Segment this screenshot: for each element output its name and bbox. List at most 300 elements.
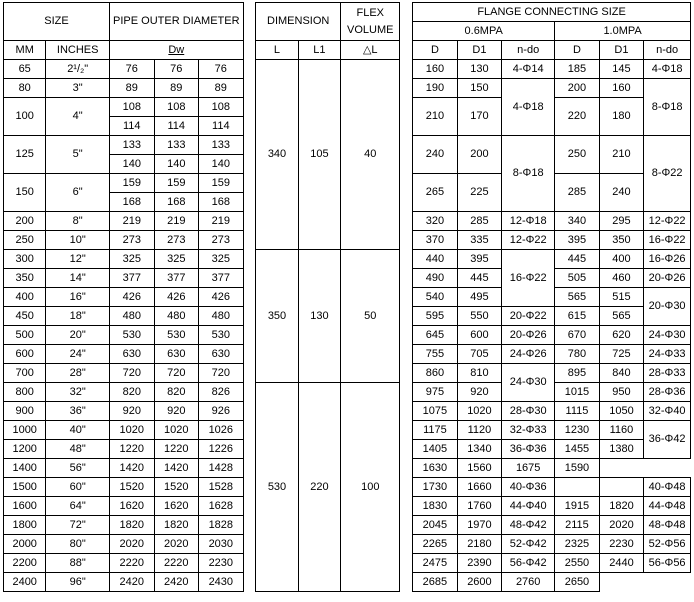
column-gap — [400, 136, 413, 155]
flange-d-0-6mpa-cell: 1405 — [413, 440, 458, 459]
flange-d-0-6mpa-cell: 440 — [413, 250, 458, 269]
column-gap — [400, 193, 413, 212]
outer-diameter-cell: 76 — [199, 60, 244, 79]
outer-diameter-cell: 480 — [199, 307, 244, 326]
flange-ndo-1-0mpa-cell: 8-Φ22 — [644, 136, 691, 212]
column-gap — [243, 79, 256, 98]
column-gap — [243, 421, 256, 440]
flange-d1-0-6mpa-cell: 1020 — [457, 402, 502, 421]
flange-d-0-6mpa-cell: 160 — [413, 60, 458, 79]
flange-d1-0-6mpa-cell: 395 — [457, 250, 502, 269]
flange-d-1-0mpa-cell: 505 — [555, 269, 600, 288]
outer-diameter-cell: 720 — [110, 364, 155, 383]
outer-diameter-cell: 377 — [110, 269, 155, 288]
flange-ndo-0-6mpa-cell: 32-Φ33 — [502, 421, 555, 440]
d1-header-0-6mpa: D1 — [457, 41, 502, 60]
outer-diameter-cell: 1520 — [110, 478, 155, 497]
column-gap — [243, 250, 256, 269]
flange-ndo-0-6mpa-cell: 28-Φ30 — [502, 402, 555, 421]
flange-d1-0-6mpa-cell: 150 — [457, 79, 502, 98]
table-row — [4, 60, 691, 79]
column-gap — [243, 3, 256, 22]
outer-diameter-cell: 630 — [154, 345, 199, 364]
flange-ndo-0-6mpa-cell: 8-Φ18 — [502, 136, 555, 212]
outer-diameter-cell: 820 — [110, 383, 155, 402]
flange-d1-1-0mpa-cell: 2650 — [555, 573, 600, 592]
flange-d1-0-6mpa-cell: 2600 — [457, 573, 502, 592]
column-gap — [400, 402, 413, 421]
flange-d-1-0mpa-cell: 2115 — [555, 516, 600, 535]
flex-volume-cell: 50 — [341, 250, 400, 383]
outer-diameter-cell: 377 — [154, 269, 199, 288]
column-gap — [243, 554, 256, 573]
flange-ndo-1-0mpa-cell: 28-Φ33 — [644, 364, 691, 383]
flange-ndo-1-0mpa-cell: 12-Φ22 — [644, 212, 691, 231]
dimension-l-cell: 530 — [256, 383, 298, 592]
size-inch-cell: 5" — [46, 136, 110, 174]
outer-diameter-cell: 426 — [154, 288, 199, 307]
flange-d-0-6mpa-cell: 370 — [413, 231, 458, 250]
flange-d1-0-6mpa-cell: 705 — [457, 345, 502, 364]
column-gap — [400, 383, 413, 402]
flange-ndo-1-0mpa-cell: 48-Φ48 — [644, 516, 691, 535]
size-mm-cell: 250 — [4, 231, 46, 250]
table-row — [4, 250, 691, 269]
outer-diameter-cell: 114 — [110, 117, 155, 136]
size-mm-cell: 450 — [4, 307, 46, 326]
outer-diameter-cell: 720 — [154, 364, 199, 383]
flange-ndo-0-6mpa-cell: 44-Φ40 — [502, 497, 555, 516]
flange-d-1-0mpa-cell: 250 — [555, 136, 600, 174]
flange-ndo-1-0mpa-cell: 52-Φ56 — [644, 535, 691, 554]
column-gap — [400, 554, 413, 573]
flange-d-0-6mpa-cell: 1730 — [413, 478, 458, 497]
size-inch-cell: 28" — [46, 364, 110, 383]
flange-d-0-6mpa-cell: 490 — [413, 269, 458, 288]
dimension-header: DIMENSION — [256, 3, 341, 41]
flange-d-1-0mpa-cell: 615 — [555, 307, 600, 326]
size-mm-cell: 1500 — [4, 478, 46, 497]
flange-ndo-0-6mpa-cell: 4-Φ18 — [502, 79, 555, 136]
flange-ndo-1-0mpa-cell: 20-Φ30 — [644, 288, 691, 326]
flange-d-1-0mpa-cell: 185 — [555, 60, 600, 79]
outer-diameter-cell: 1620 — [154, 497, 199, 516]
outer-diameter-cell: 76 — [110, 60, 155, 79]
size-inch-cell: 88" — [46, 554, 110, 573]
flange-ndo-0-6mpa-cell: 24-Φ26 — [502, 345, 555, 364]
flange-d1-0-6mpa-cell: 1120 — [457, 421, 502, 440]
flange-d1-1-0mpa-cell: 350 — [599, 231, 644, 250]
size-inch-cell: 10" — [46, 231, 110, 250]
size-inch-cell: 40" — [46, 421, 110, 440]
column-gap — [400, 459, 413, 478]
outer-diameter-cell: 89 — [110, 79, 155, 98]
outer-diameter-cell: 89 — [199, 79, 244, 98]
flange-d1-1-0mpa-cell: 725 — [599, 345, 644, 364]
flange-d1-1-0mpa-cell: 295 — [599, 212, 644, 231]
flange-d1-0-6mpa-cell: 1760 — [457, 497, 502, 516]
size-inch-cell: 4" — [46, 98, 110, 136]
flange-ndo-1-0mpa-cell: 44-Φ48 — [644, 497, 691, 516]
pressure-0-6mpa-header: 0.6MPA — [413, 22, 555, 41]
column-gap — [243, 155, 256, 174]
outer-diameter-cell: 273 — [154, 231, 199, 250]
flange-d-0-6mpa-cell: 595 — [413, 307, 458, 326]
outer-diameter-cell: 89 — [154, 79, 199, 98]
outer-diameter-cell: 168 — [110, 193, 155, 212]
size-inch-cell: 60" — [46, 478, 110, 497]
flange-d-1-0mpa-cell: 1915 — [555, 497, 600, 516]
flange-ndo-0-6mpa-cell: 16-Φ22 — [502, 250, 555, 307]
mm-header: MM — [4, 41, 46, 60]
size-mm-cell: 2400 — [4, 573, 46, 592]
size-inch-cell: 64" — [46, 497, 110, 516]
flange-ndo-1-0mpa-cell: 20-Φ26 — [644, 269, 691, 288]
size-mm-cell: 2000 — [4, 535, 46, 554]
flange-d-0-6mpa-cell: 2045 — [413, 516, 458, 535]
pressure-1-0mpa-header: 1.0MPA — [555, 22, 691, 41]
flange-ndo-0-6mpa-cell: 40-Φ36 — [502, 478, 555, 497]
column-gap — [400, 212, 413, 231]
column-gap — [243, 193, 256, 212]
column-gap — [243, 535, 256, 554]
flange-d1-0-6mpa-cell: 495 — [457, 288, 502, 307]
flange-d-1-0mpa-cell: 1115 — [555, 402, 600, 421]
column-gap — [243, 98, 256, 117]
outer-diameter-cell: 273 — [110, 231, 155, 250]
size-mm-cell: 2200 — [4, 554, 46, 573]
d-header-0-6mpa: D — [413, 41, 458, 60]
outer-diameter-cell: 630 — [199, 345, 244, 364]
outer-diameter-cell: 530 — [199, 326, 244, 345]
outer-diameter-cell: 1528 — [199, 478, 244, 497]
size-mm-cell: 350 — [4, 269, 46, 288]
flange-d-0-6mpa-cell: 755 — [413, 345, 458, 364]
flange-ndo-1-0mpa-cell: 56-Φ56 — [644, 554, 691, 573]
column-gap — [400, 307, 413, 326]
outer-diameter-cell: 1420 — [110, 459, 155, 478]
flange-d1-1-0mpa-cell: 2440 — [599, 554, 644, 573]
flange-d-0-6mpa-cell: 320 — [413, 212, 458, 231]
outer-diameter-cell: 1020 — [154, 421, 199, 440]
size-mm-cell: 300 — [4, 250, 46, 269]
d1-header-1-0mpa: D1 — [599, 41, 644, 60]
outer-diameter-cell: 377 — [199, 269, 244, 288]
outer-diameter-cell: 1020 — [110, 421, 155, 440]
size-inch-cell: 14" — [46, 269, 110, 288]
flange-d-0-6mpa-cell: 190 — [413, 79, 458, 98]
size-inch-cell: 80" — [46, 535, 110, 554]
flange-d1-1-0mpa-cell: 515 — [599, 288, 644, 307]
flange-d-1-0mpa-cell — [555, 478, 600, 497]
flange-ndo-1-0mpa-cell: 36-Φ42 — [644, 421, 691, 459]
outer-diameter-cell: 426 — [199, 288, 244, 307]
flange-d1-1-0mpa-cell: 1590 — [555, 459, 600, 478]
flange-d1-0-6mpa-cell: 920 — [457, 383, 502, 402]
outer-diameter-cell: 1220 — [154, 440, 199, 459]
size-inch-cell: 96" — [46, 573, 110, 592]
flange-d-1-0mpa-cell: 895 — [555, 364, 600, 383]
flange-d1-0-6mpa-cell: 335 — [457, 231, 502, 250]
flange-d-0-6mpa-cell: 860 — [413, 364, 458, 383]
flange-d1-0-6mpa-cell: 130 — [457, 60, 502, 79]
flange-d-0-6mpa-cell: 1630 — [413, 459, 458, 478]
flange-ndo-0-6mpa-cell: 36-Φ36 — [502, 440, 555, 459]
column-gap — [400, 117, 413, 136]
outer-diameter-cell: 219 — [110, 212, 155, 231]
size-header: SIZE — [4, 3, 110, 41]
flange-d1-0-6mpa-cell: 2180 — [457, 535, 502, 554]
column-gap — [243, 117, 256, 136]
pipe-outer-diameter-header: PIPE OUTER DIAMETER — [110, 3, 244, 41]
flex-volume-header: FLEX VOLUME — [341, 3, 400, 41]
flange-d1-0-6mpa-cell: 170 — [457, 98, 502, 136]
flange-d1-1-0mpa-cell: 950 — [599, 383, 644, 402]
size-mm-cell: 600 — [4, 345, 46, 364]
outer-diameter-cell: 219 — [154, 212, 199, 231]
column-gap — [400, 98, 413, 117]
flange-ndo-1-0mpa-cell: 16-Φ26 — [644, 250, 691, 269]
outer-diameter-cell: 108 — [110, 98, 155, 117]
size-mm-cell: 125 — [4, 136, 46, 174]
column-gap — [243, 497, 256, 516]
column-gap — [243, 212, 256, 231]
ndo-header-1-0mpa: n-do — [644, 41, 691, 60]
size-mm-cell: 1800 — [4, 516, 46, 535]
outer-diameter-cell: 108 — [154, 98, 199, 117]
flange-d-0-6mpa-cell: 210 — [413, 98, 458, 136]
outer-diameter-cell: 1220 — [110, 440, 155, 459]
flange-d-1-0mpa-cell: 1675 — [502, 459, 555, 478]
size-inch-cell: 3" — [46, 79, 110, 98]
outer-diameter-cell: 826 — [199, 383, 244, 402]
outer-diameter-cell: 159 — [154, 174, 199, 193]
outer-diameter-cell: 1226 — [199, 440, 244, 459]
outer-diameter-cell: 108 — [199, 98, 244, 117]
column-gap — [243, 60, 256, 79]
outer-diameter-cell: 1520 — [154, 478, 199, 497]
size-inch-cell: 72" — [46, 516, 110, 535]
column-gap — [243, 478, 256, 497]
size-mm-cell: 500 — [4, 326, 46, 345]
outer-diameter-cell: 1628 — [199, 497, 244, 516]
l1-header: L1 — [298, 41, 340, 60]
column-gap — [243, 174, 256, 193]
size-inch-cell: 2¹/₂" — [46, 60, 110, 79]
flange-ndo-1-0mpa-cell: 40-Φ48 — [644, 478, 691, 497]
outer-diameter-cell: 168 — [199, 193, 244, 212]
flange-d1-0-6mpa-cell: 1560 — [457, 459, 502, 478]
size-mm-cell: 80 — [4, 79, 46, 98]
column-gap — [243, 231, 256, 250]
outer-diameter-cell: 920 — [110, 402, 155, 421]
flange-d1-0-6mpa-cell: 285 — [457, 212, 502, 231]
column-gap — [243, 440, 256, 459]
flange-d-0-6mpa-cell: 975 — [413, 383, 458, 402]
outer-diameter-cell: 140 — [110, 155, 155, 174]
column-gap — [400, 269, 413, 288]
outer-diameter-cell: 273 — [199, 231, 244, 250]
outer-diameter-cell: 920 — [154, 402, 199, 421]
flange-ndo-1-0mpa-cell: 24-Φ30 — [644, 326, 691, 345]
flange-d1-1-0mpa-cell: 1820 — [599, 497, 644, 516]
flange-d1-0-6mpa-cell: 550 — [457, 307, 502, 326]
flange-d1-1-0mpa-cell: 210 — [599, 136, 644, 174]
size-inch-cell: 16" — [46, 288, 110, 307]
size-mm-cell: 800 — [4, 383, 46, 402]
outer-diameter-cell: 1620 — [110, 497, 155, 516]
outer-diameter-cell: 76 — [154, 60, 199, 79]
column-gap — [400, 250, 413, 269]
column-gap — [400, 421, 413, 440]
outer-diameter-cell: 1026 — [199, 421, 244, 440]
flange-d-1-0mpa-cell: 2760 — [502, 573, 555, 592]
column-gap — [243, 573, 256, 592]
column-gap — [400, 497, 413, 516]
size-inch-cell: 48" — [46, 440, 110, 459]
flange-d1-1-0mpa-cell: 840 — [599, 364, 644, 383]
flange-d1-1-0mpa-cell: 1160 — [599, 421, 644, 440]
flange-ndo-1-0mpa-cell: 24-Φ33 — [644, 345, 691, 364]
flange-ndo-1-0mpa-cell: 32-Φ40 — [644, 402, 691, 421]
outer-diameter-cell: 1828 — [199, 516, 244, 535]
outer-diameter-cell: 325 — [110, 250, 155, 269]
flange-ndo-1-0mpa-cell: 16-Φ22 — [644, 231, 691, 250]
size-mm-cell: 1400 — [4, 459, 46, 478]
flange-d1-0-6mpa-cell: 200 — [457, 136, 502, 174]
flange-d-1-0mpa-cell: 1015 — [555, 383, 600, 402]
column-gap — [243, 288, 256, 307]
flange-ndo-0-6mpa-cell: 56-Φ42 — [502, 554, 555, 573]
outer-diameter-cell: 133 — [199, 136, 244, 155]
outer-diameter-cell: 140 — [154, 155, 199, 174]
dimension-l-cell: 350 — [256, 250, 298, 383]
outer-diameter-cell: 159 — [199, 174, 244, 193]
column-gap — [400, 535, 413, 554]
flange-d-0-6mpa-cell: 1175 — [413, 421, 458, 440]
outer-diameter-cell: 2030 — [199, 535, 244, 554]
flange-d-1-0mpa-cell: 1230 — [555, 421, 600, 440]
column-gap — [400, 516, 413, 535]
flange-ndo-0-6mpa-cell: 48-Φ42 — [502, 516, 555, 535]
outer-diameter-cell: 480 — [154, 307, 199, 326]
column-gap — [400, 155, 413, 174]
size-inch-cell: 24" — [46, 345, 110, 364]
flange-d1-1-0mpa-cell: 145 — [599, 60, 644, 79]
dimension-l1-cell: 130 — [298, 250, 340, 383]
flange-ndo-0-6mpa-cell: 52-Φ42 — [502, 535, 555, 554]
outer-diameter-cell: 480 — [110, 307, 155, 326]
outer-diameter-cell: 1820 — [154, 516, 199, 535]
outer-diameter-cell: 2230 — [199, 554, 244, 573]
delta-l-header: △L — [341, 41, 400, 60]
flange-d-0-6mpa-cell: 2685 — [413, 573, 458, 592]
outer-diameter-cell: 2220 — [110, 554, 155, 573]
size-mm-cell: 400 — [4, 288, 46, 307]
outer-diameter-cell: 2420 — [110, 573, 155, 592]
size-mm-cell: 700 — [4, 364, 46, 383]
flange-d1-1-0mpa-cell: 180 — [599, 98, 644, 136]
size-mm-cell: 65 — [4, 60, 46, 79]
column-gap — [243, 269, 256, 288]
outer-diameter-cell: 168 — [154, 193, 199, 212]
column-gap — [400, 288, 413, 307]
column-gap — [243, 345, 256, 364]
column-gap — [243, 459, 256, 478]
size-inch-cell: 8" — [46, 212, 110, 231]
flange-connecting-size-header: FLANGE CONNECTING SIZE — [413, 3, 691, 22]
flange-d-1-0mpa-cell: 220 — [555, 98, 600, 136]
outer-diameter-cell: 325 — [154, 250, 199, 269]
flange-d-1-0mpa-cell: 395 — [555, 231, 600, 250]
dimension-l1-cell: 220 — [298, 383, 340, 592]
outer-diameter-cell: 426 — [110, 288, 155, 307]
flange-d-1-0mpa-cell: 200 — [555, 79, 600, 98]
column-gap — [243, 326, 256, 345]
flange-d1-1-0mpa-cell: 240 — [599, 174, 644, 212]
outer-diameter-cell: 720 — [199, 364, 244, 383]
size-mm-cell: 150 — [4, 174, 46, 212]
d-header-1-0mpa: D — [555, 41, 600, 60]
flange-d1-0-6mpa-cell: 2390 — [457, 554, 502, 573]
size-inch-cell: 20" — [46, 326, 110, 345]
flange-d1-0-6mpa-cell: 1340 — [457, 440, 502, 459]
outer-diameter-cell: 133 — [110, 136, 155, 155]
flange-ndo-1-0mpa-cell: 8-Φ18 — [644, 79, 691, 136]
outer-diameter-cell: 530 — [154, 326, 199, 345]
size-mm-cell: 100 — [4, 98, 46, 136]
flange-d1-1-0mpa-cell: 460 — [599, 269, 644, 288]
flange-d-0-6mpa-cell: 1830 — [413, 497, 458, 516]
outer-diameter-cell: 530 — [110, 326, 155, 345]
flange-d1-1-0mpa-cell: 1050 — [599, 402, 644, 421]
flange-spec-table — [3, 2, 691, 592]
flange-d-1-0mpa-cell: 780 — [555, 345, 600, 364]
size-inch-cell: 6" — [46, 174, 110, 212]
column-gap — [400, 60, 413, 79]
size-mm-cell: 1000 — [4, 421, 46, 440]
flange-d1-0-6mpa-cell: 1660 — [457, 478, 502, 497]
column-gap — [243, 383, 256, 402]
column-gap — [243, 307, 256, 326]
column-gap — [400, 478, 413, 497]
column-gap — [400, 3, 413, 22]
flange-d-0-6mpa-cell: 240 — [413, 136, 458, 174]
column-gap — [400, 174, 413, 193]
flange-d1-1-0mpa-cell: 1380 — [599, 440, 644, 459]
column-gap — [400, 573, 413, 592]
flange-d-1-0mpa-cell: 2325 — [555, 535, 600, 554]
flange-ndo-0-6mpa-cell: 20-Φ26 — [502, 326, 555, 345]
outer-diameter-cell: 926 — [199, 402, 244, 421]
flange-d-0-6mpa-cell: 540 — [413, 288, 458, 307]
flange-d1-0-6mpa-cell: 225 — [457, 174, 502, 212]
flange-ndo-0-6mpa-cell: 4-Φ14 — [502, 60, 555, 79]
flange-ndo-1-0mpa-cell: 28-Φ36 — [644, 383, 691, 402]
outer-diameter-cell: 1428 — [199, 459, 244, 478]
column-gap — [243, 136, 256, 155]
column-gap — [400, 440, 413, 459]
column-gap — [243, 516, 256, 535]
flange-d1-1-0mpa-cell: 2230 — [599, 535, 644, 554]
flange-d1-1-0mpa-cell: 400 — [599, 250, 644, 269]
size-mm-cell: 200 — [4, 212, 46, 231]
column-gap — [400, 345, 413, 364]
outer-diameter-cell: 2420 — [154, 573, 199, 592]
flange-d1-1-0mpa-cell: 620 — [599, 326, 644, 345]
flange-d1-1-0mpa-cell: 565 — [599, 307, 644, 326]
outer-diameter-cell: 219 — [199, 212, 244, 231]
